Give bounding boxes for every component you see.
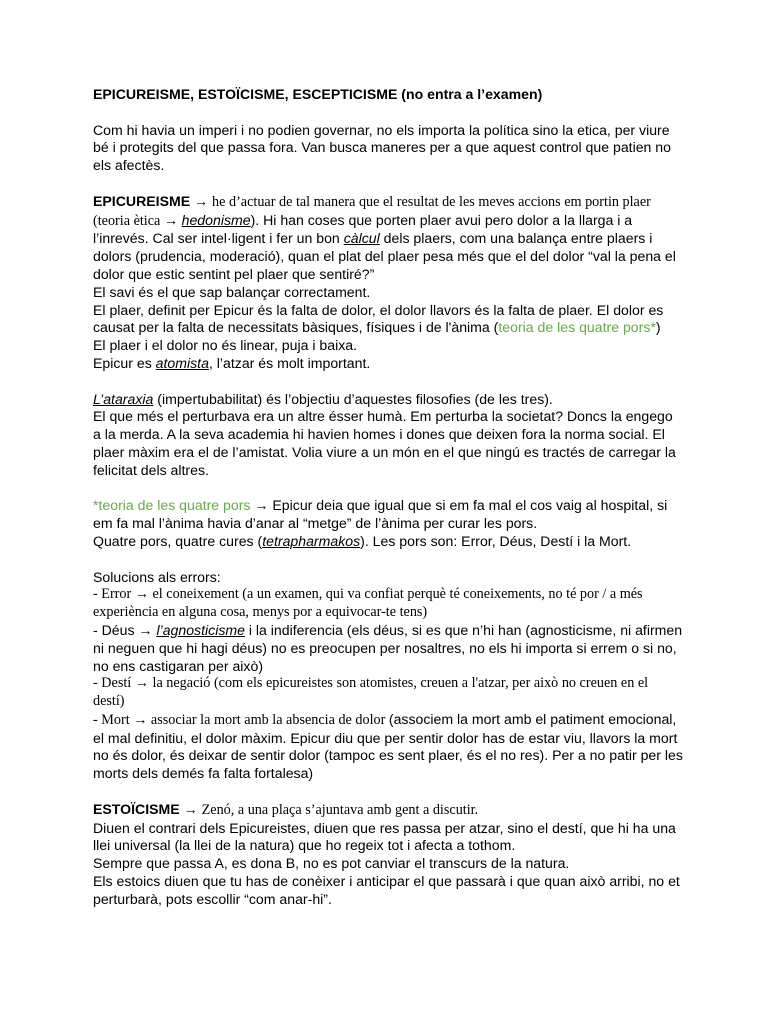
section-quatre-pors	[93, 497, 683, 550]
calcul-text-b: dels plaers, com una balança entre plaers i dolors (prudencia, moderació), quan el plat del plaer pesa més que el del dolor “val la pena el dolor que estic sentint pel plaer que sentiré?”	[93, 230, 676, 282]
document-title: EPICUREISME, ESTOÏCISME, ESCEPTICISME (no entra a l’examen)	[93, 86, 543, 102]
spacer	[93, 373, 683, 391]
calcul-term: càlcul	[343, 230, 380, 247]
quatre-pors-reference: teoria de les quatre pors*	[498, 319, 656, 336]
deus-text-b: i la indiferencia (els déus, si es que n’hi han (agnosticisme, ni afirmen ni neguen que hi hagi déus) no es preocupen per nosaltres, no els hi importa si errem o si no, no ens castigaran per això)	[93, 621, 683, 674]
calcul-text-a: Hi han coses que porten plaer avui pero dolor a la llarga i a l’inrevés. Cal ser intel·ligent i fer un bon	[93, 211, 633, 247]
zeno-text: Zenó, a una plaça s’ajuntava amb gent a discutir.	[201, 801, 479, 818]
atomista-text-a: Epicur es	[93, 354, 156, 371]
perturbava-paragraph: El que més el perturbava era un altre ésser humà. Em perturba la societat? Doncs la engego a la merda. A la seva academia hi havien homes i dones que deixen fora la norma social. El plaer màxim era el de l’amistat. Volia viure a un món en el que ningú es tractés de carregar la felicitat dels altres.	[93, 408, 676, 478]
quatre-pors-paragraph	[93, 497, 683, 533]
section-estoicisme	[93, 801, 683, 909]
estoicisme-natura: Sempre que passa A, es dona B, no es pot canviar el transcurs de la natura.	[93, 855, 570, 872]
arrow-glyph: →	[190, 192, 213, 209]
agnosticisme-term: l’agnosticisme	[156, 621, 245, 638]
mort-text-a: - Mort → associar la mort amb la absencia de dolor	[93, 711, 389, 728]
estoicisme-desti: Diuen el contrari dels Epicureistes, diuen que res passa per atzar, sino el destí, que hi ha una llei universal (la llei de la natura) que ho regeix tot i afecta a tothom.	[93, 819, 676, 854]
intro-paragraph: Com hi havia un imperi i no podien governar, no els importa la política sino la etica, per viure bé i protegits del que passa fora. Van busca maneres per a que aquest control que patien no els afectès.	[93, 121, 671, 174]
tetrapharmakos-line	[93, 533, 683, 551]
document-body	[93, 86, 683, 909]
atomista-text-b: , l’atzar és molt important.	[208, 354, 371, 371]
plaer-paragraph	[93, 302, 683, 338]
solucio-deus	[93, 622, 683, 675]
epicureisme-definition	[93, 193, 683, 284]
linear-line: El plaer i el dolor no és linear, puja i baixa.	[93, 337, 358, 354]
spacer	[93, 175, 683, 193]
estoicisme-anticipar: Els estoics diuen que tu has de conèixer i anticipar el que passarà i que quan això arribi, no et perturbarà, pots escollir “com anar-hi”.	[93, 873, 680, 907]
epicureisme-text-a: he d’actuar de tal manera que el resultat de les meves accions em portin plaer (teoria ètica →	[93, 193, 651, 229]
solucions-heading: Solucions als errors:	[93, 568, 221, 585]
ataraxia-text: (impertubabilitat) és l’objectiu d’aquestes filosofies (de les tres).	[153, 390, 553, 407]
atomista-term: atomista	[155, 354, 209, 371]
deus-text-a: - Déus →	[93, 621, 157, 638]
mort-text-b: (associem la mort amb el patiment emocional, el mal definitiu, el dolor màxim. Epicur diu que per sentir dolor has de estar viu, llavors la mort no és dolor, és deixar de sentir dolor (tampoc es sent plaer, és el no res). Per a no patir per les morts dels demés fa falta fortalesa)	[93, 710, 683, 782]
tetrapharmakos-term: tetrapharmakos	[262, 532, 361, 549]
quatre-pors-text: → Epicur deia que igual que si em fa mal el cos vaig al hospital, si em fa mal l’ànima havia d’anar al “metge” de l’ànima per curar les pors.	[93, 497, 668, 532]
arrow-glyph: →	[179, 800, 202, 817]
epicureisme-text-b: ).	[250, 211, 264, 228]
solucio-mort	[93, 711, 683, 783]
quatre-pors-heading: *teoria de les quatre pors	[93, 497, 251, 514]
epicureisme-heading: EPICUREISME	[93, 192, 191, 209]
section-solucions	[93, 569, 683, 784]
solucio-error: - Error → el coneixement (a un examen, qui va confiat perquè té coneixements, no té por / a més experiència en alguna cosa, menys por a equivocar-te tens)	[93, 586, 643, 621]
estoicisme-heading: ESTOÏCISME	[93, 800, 180, 817]
ataraxia-term: L’ataraxia	[93, 390, 154, 407]
solucio-desti: - Destí → la negació (com els epicureistes son atomistes, creuen a l'atzar, per això no creuen en el destí)	[93, 675, 649, 710]
plaer-text-a: El plaer, definit per Epicur és la falta de dolor, el dolor llavors és la falta de plaer. El dolor es causat per la falta de necessitats bàsiques, físiques i de l'ànima (	[93, 301, 664, 336]
savi-line: El savi és el que sap balançar correctament.	[93, 283, 371, 300]
spacer	[93, 480, 683, 498]
ataraxia-line	[93, 391, 683, 409]
tetra-text-b: ). Les pors son: Error, Déus, Destí i la Mort.	[360, 532, 632, 549]
section-epicureisme	[93, 193, 683, 373]
hedonisme-term: hedonisme	[181, 211, 251, 228]
estoicisme-line	[93, 801, 683, 820]
plaer-text-b: )	[655, 319, 661, 336]
tetra-text-a: Quatre pors, quatre cures (	[93, 532, 263, 549]
atomista-line	[93, 355, 683, 373]
spacer	[93, 551, 683, 569]
section-ataraxia	[93, 391, 683, 480]
spacer	[93, 783, 683, 801]
